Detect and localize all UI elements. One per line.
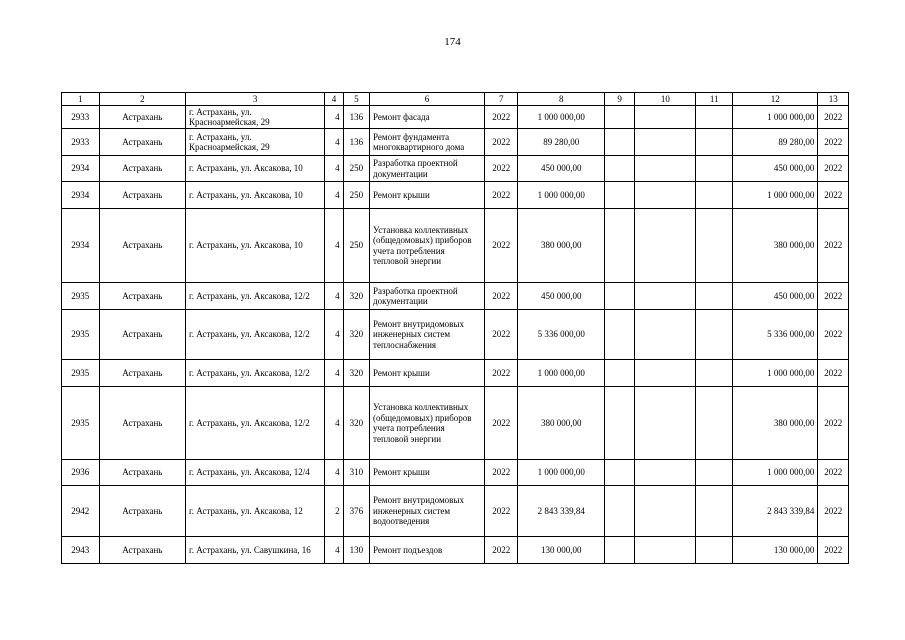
cell-flats: 250	[343, 156, 369, 182]
cell-col11	[696, 209, 733, 283]
cell-col10	[635, 182, 696, 209]
cell-floors: 4	[325, 387, 343, 460]
cell-end-year: 2022	[818, 537, 849, 564]
cell-flats: 320	[343, 360, 369, 387]
cell-end-year: 2022	[818, 209, 849, 283]
cell-col10	[635, 310, 696, 360]
cell-total: 450 000,00	[733, 156, 818, 182]
cell-col11	[696, 486, 733, 537]
cell-col11	[696, 537, 733, 564]
cell-number: 2935	[62, 360, 100, 387]
cell-city: Астрахань	[99, 209, 185, 283]
cell-year: 2022	[484, 310, 518, 360]
cell-col9	[604, 460, 635, 486]
cell-year: 2022	[484, 156, 518, 182]
cell-city: Астрахань	[99, 537, 185, 564]
column-header-4: 4	[325, 93, 343, 106]
cell-end-year: 2022	[818, 460, 849, 486]
cell-year: 2022	[484, 209, 518, 283]
cell-cost: 380 000,00	[518, 209, 604, 283]
cell-flats: 320	[343, 283, 369, 310]
cell-col9	[604, 182, 635, 209]
cell-col11	[696, 129, 733, 156]
cell-cost: 2 843 339,84	[518, 486, 604, 537]
cell-work-type: Ремонт крыши	[370, 460, 485, 486]
cell-number: 2943	[62, 537, 100, 564]
cell-year: 2022	[484, 283, 518, 310]
cell-city: Астрахань	[99, 360, 185, 387]
cell-col9	[604, 156, 635, 182]
cell-end-year: 2022	[818, 156, 849, 182]
table-row	[62, 106, 849, 129]
cell-work-type: Ремонт фасада	[370, 106, 485, 129]
cell-total: 1 000 000,00	[733, 360, 818, 387]
cell-col10	[635, 387, 696, 460]
cell-floors: 4	[325, 310, 343, 360]
cell-year: 2022	[484, 182, 518, 209]
cell-flats: 310	[343, 460, 369, 486]
cell-city: Астрахань	[99, 486, 185, 537]
table-row	[62, 360, 849, 387]
cell-col11	[696, 310, 733, 360]
cell-col9	[604, 129, 635, 156]
cell-year: 2022	[484, 460, 518, 486]
table-row	[62, 209, 849, 283]
cell-cost: 1 000 000,00	[518, 106, 604, 129]
table-row	[62, 129, 849, 156]
cell-col10	[635, 283, 696, 310]
cell-city: Астрахань	[99, 310, 185, 360]
column-header-2: 2	[99, 93, 185, 106]
cell-cost: 1 000 000,00	[518, 460, 604, 486]
cell-col11	[696, 283, 733, 310]
cell-col10	[635, 156, 696, 182]
cell-flats: 250	[343, 209, 369, 283]
column-header-8: 8	[518, 93, 604, 106]
cell-flats: 320	[343, 387, 369, 460]
cell-work-type: Ремонт крыши	[370, 182, 485, 209]
cell-floors: 4	[325, 460, 343, 486]
cell-flats: 136	[343, 106, 369, 129]
cell-col9	[604, 283, 635, 310]
cell-address: г. Астрахань, ул. Аксакова, 12/2	[186, 310, 325, 360]
cell-number: 2942	[62, 486, 100, 537]
cell-col11	[696, 182, 733, 209]
column-header-11: 11	[696, 93, 733, 106]
cell-end-year: 2022	[818, 283, 849, 310]
cell-city: Астрахань	[99, 182, 185, 209]
cell-floors: 4	[325, 360, 343, 387]
cell-address: г. Астрахань, ул. Аксакова, 10	[186, 182, 325, 209]
cell-year: 2022	[484, 106, 518, 129]
column-header-10: 10	[635, 93, 696, 106]
column-header-6: 6	[370, 93, 485, 106]
cell-col11	[696, 156, 733, 182]
column-header-7: 7	[484, 93, 518, 106]
cell-work-type: Ремонт крыши	[370, 360, 485, 387]
cell-work-type: Ремонт фундамента многоквартирного дома	[370, 129, 485, 156]
cell-total: 1 000 000,00	[733, 182, 818, 209]
cell-work-type: Ремонт внутридомовых инженерных систем теплоснабжения	[370, 310, 485, 360]
cell-col11	[696, 460, 733, 486]
cell-col9	[604, 387, 635, 460]
cell-city: Астрахань	[99, 387, 185, 460]
table-row	[62, 182, 849, 209]
cell-year: 2022	[484, 129, 518, 156]
cell-work-type: Разработка проектной документации	[370, 283, 485, 310]
cell-number: 2935	[62, 387, 100, 460]
column-header-13: 13	[818, 93, 849, 106]
cell-floors: 4	[325, 156, 343, 182]
table-row	[62, 537, 849, 564]
cell-number: 2933	[62, 129, 100, 156]
table-row	[62, 156, 849, 182]
cell-floors: 4	[325, 106, 343, 129]
cell-total: 380 000,00	[733, 209, 818, 283]
cell-end-year: 2022	[818, 129, 849, 156]
cell-work-type: Установка коллективных (общедомовых) приборов учета потребления тепловой энергии	[370, 209, 485, 283]
cell-number: 2935	[62, 283, 100, 310]
table-row	[62, 283, 849, 310]
cell-address: г. Астрахань, ул. Аксакова, 12/4	[186, 460, 325, 486]
cell-cost: 130 000,00	[518, 537, 604, 564]
cell-floors: 4	[325, 182, 343, 209]
cell-total: 89 280,00	[733, 129, 818, 156]
cell-work-type: Разработка проектной документации	[370, 156, 485, 182]
cell-floors: 4	[325, 283, 343, 310]
cell-number: 2936	[62, 460, 100, 486]
table-row	[62, 486, 849, 537]
cell-address: г. Астрахань, ул. Аксакова, 12/2	[186, 283, 325, 310]
cell-cost: 5 336 000,00	[518, 310, 604, 360]
cell-col10	[635, 537, 696, 564]
cell-number: 2935	[62, 310, 100, 360]
cell-address: г. Астрахань, ул. Аксакова, 12/2	[186, 387, 325, 460]
cell-end-year: 2022	[818, 387, 849, 460]
cell-col9	[604, 310, 635, 360]
cell-flats: 250	[343, 182, 369, 209]
cell-work-type: Ремонт подъездов	[370, 537, 485, 564]
cell-city: Астрахань	[99, 129, 185, 156]
cell-year: 2022	[484, 537, 518, 564]
cell-col11	[696, 106, 733, 129]
cell-flats: 376	[343, 486, 369, 537]
repair-plan-table	[61, 92, 849, 564]
cell-city: Астрахань	[99, 460, 185, 486]
cell-number: 2934	[62, 182, 100, 209]
page-number: 174	[444, 36, 461, 48]
cell-end-year: 2022	[818, 106, 849, 129]
cell-floors: 4	[325, 209, 343, 283]
table-row	[62, 460, 849, 486]
cell-address: г. Астрахань, ул. Красноармейская, 29	[186, 129, 325, 156]
cell-number: 2934	[62, 209, 100, 283]
cell-col10	[635, 486, 696, 537]
cell-col11	[696, 360, 733, 387]
cell-address: г. Астрахань, ул. Савушкина, 16	[186, 537, 325, 564]
cell-col9	[604, 537, 635, 564]
cell-end-year: 2022	[818, 310, 849, 360]
cell-address: г. Астрахань, ул. Красноармейская, 29	[186, 106, 325, 129]
column-number-row	[62, 93, 849, 106]
cell-flats: 320	[343, 310, 369, 360]
cell-year: 2022	[484, 486, 518, 537]
cell-col10	[635, 209, 696, 283]
cell-cost: 1 000 000,00	[518, 360, 604, 387]
cell-total: 450 000,00	[733, 283, 818, 310]
column-header-9: 9	[604, 93, 635, 106]
cell-col10	[635, 106, 696, 129]
cell-col10	[635, 360, 696, 387]
cell-col9	[604, 360, 635, 387]
table-row	[62, 387, 849, 460]
cell-work-type: Ремонт внутридомовых инженерных систем водоотведения	[370, 486, 485, 537]
cell-number: 2934	[62, 156, 100, 182]
cell-col10	[635, 129, 696, 156]
cell-cost: 380 000,00	[518, 387, 604, 460]
cell-work-type: Установка коллективных (общедомовых) приборов учета потребления тепловой энергии	[370, 387, 485, 460]
column-header-3: 3	[186, 93, 325, 106]
cell-total: 5 336 000,00	[733, 310, 818, 360]
cell-floors: 4	[325, 537, 343, 564]
cell-col10	[635, 460, 696, 486]
cell-address: г. Астрахань, ул. Аксакова, 10	[186, 209, 325, 283]
cell-cost: 1 000 000,00	[518, 182, 604, 209]
cell-floors: 4	[325, 129, 343, 156]
column-header-12: 12	[733, 93, 818, 106]
cell-end-year: 2022	[818, 486, 849, 537]
cell-col9	[604, 106, 635, 129]
cell-floors: 2	[325, 486, 343, 537]
cell-city: Астрахань	[99, 283, 185, 310]
cell-address: г. Астрахань, ул. Аксакова, 12	[186, 486, 325, 537]
cell-total: 1 000 000,00	[733, 460, 818, 486]
cell-end-year: 2022	[818, 182, 849, 209]
cell-number: 2933	[62, 106, 100, 129]
cell-total: 380 000,00	[733, 387, 818, 460]
cell-col9	[604, 209, 635, 283]
cell-col11	[696, 387, 733, 460]
cell-end-year: 2022	[818, 360, 849, 387]
cell-cost: 450 000,00	[518, 156, 604, 182]
cell-city: Астрахань	[99, 106, 185, 129]
column-header-1: 1	[62, 93, 100, 106]
cell-year: 2022	[484, 387, 518, 460]
cell-flats: 130	[343, 537, 369, 564]
cell-cost: 89 280,00	[518, 129, 604, 156]
cell-address: г. Астрахань, ул. Аксакова, 12/2	[186, 360, 325, 387]
cell-cost: 450 000,00	[518, 283, 604, 310]
cell-total: 1 000 000,00	[733, 106, 818, 129]
cell-city: Астрахань	[99, 156, 185, 182]
cell-year: 2022	[484, 360, 518, 387]
table-row	[62, 310, 849, 360]
cell-flats: 136	[343, 129, 369, 156]
column-header-5: 5	[343, 93, 369, 106]
cell-total: 2 843 339,84	[733, 486, 818, 537]
cell-col9	[604, 486, 635, 537]
cell-total: 130 000,00	[733, 537, 818, 564]
cell-address: г. Астрахань, ул. Аксакова, 10	[186, 156, 325, 182]
